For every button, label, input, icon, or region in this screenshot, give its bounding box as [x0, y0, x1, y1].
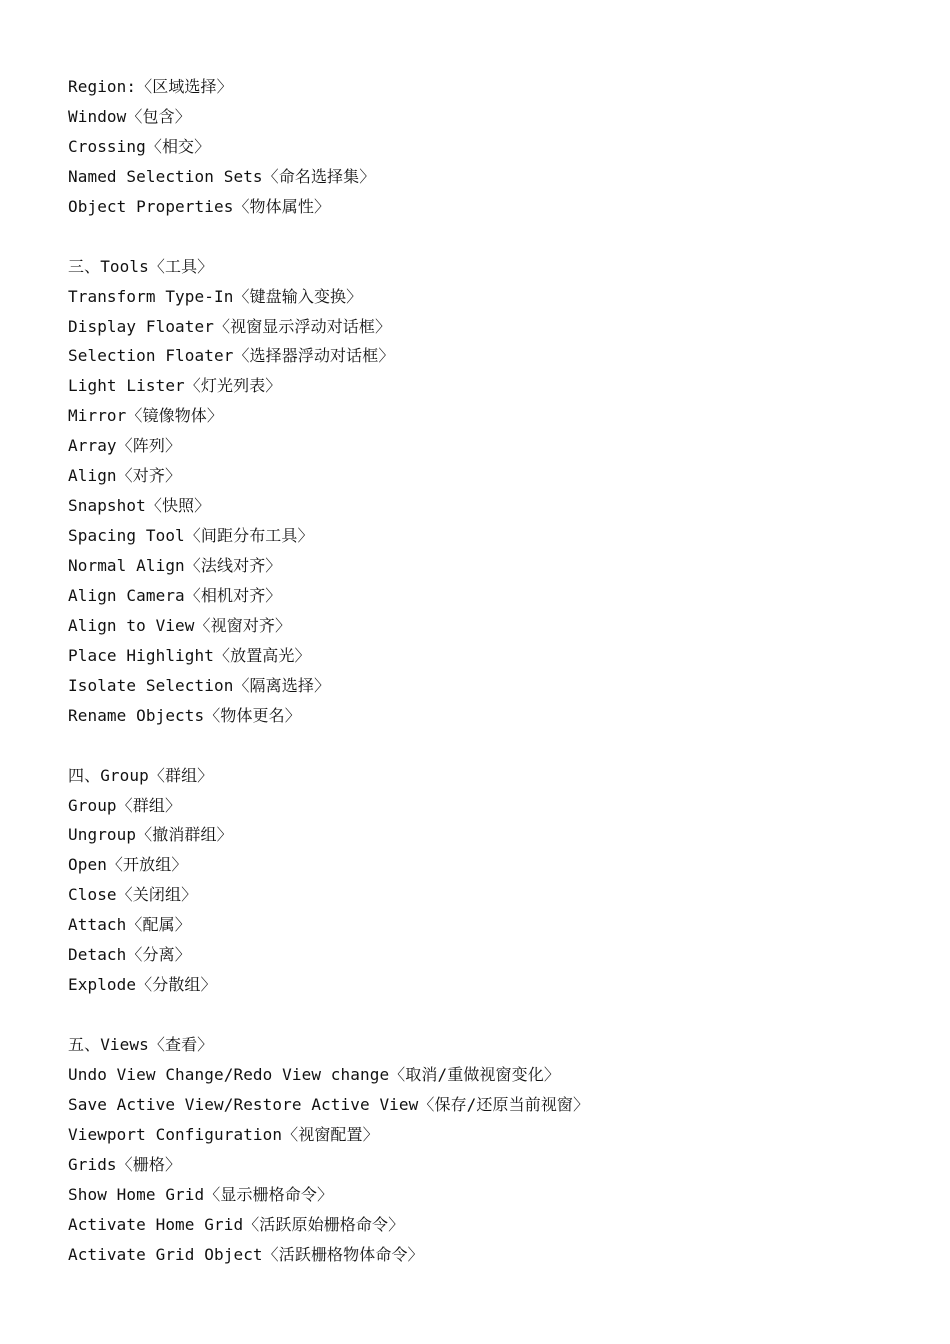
menu-line: Group〈群组〉 [68, 795, 182, 815]
menu-line: Explode〈分散组〉 [68, 975, 217, 995]
section-heading: 四、Group〈群组〉 [68, 765, 214, 785]
menu-line: Named Selection Sets〈命名选择集〉 [68, 166, 376, 186]
document-page [68, 72, 928, 1270]
spacer [68, 731, 928, 761]
menu-line: Detach〈分离〉 [68, 945, 191, 965]
menu-line: Object Properties〈物体属性〉 [68, 196, 331, 216]
spacer [68, 222, 928, 252]
menu-line: Activate Grid Object〈活跃栅格物体命令〉 [68, 1244, 424, 1264]
menu-line: Region:〈区域选择〉 [68, 77, 233, 96]
menu-line: Show Home Grid〈显示栅格命令〉 [68, 1184, 334, 1204]
menu-line: Light Lister〈灯光列表〉 [68, 376, 282, 396]
menu-line: Snapshot〈快照〉 [68, 496, 211, 516]
menu-line: Normal Align〈法线对齐〉 [68, 556, 282, 575]
menu-line: Viewport Configuration〈视窗配置〉 [68, 1124, 379, 1144]
menu-line: Align Camera〈相机对齐〉 [68, 585, 282, 605]
section-views [68, 1030, 928, 1270]
section-heading: 三、Tools〈工具〉 [68, 256, 214, 276]
menu-line: Spacing Tool〈间距分布工具〉 [68, 526, 314, 546]
menu-line: Undo View Change/Redo View change〈取消/重做视窗变化〉 [68, 1064, 560, 1084]
menu-line: Attach〈配属〉 [68, 915, 191, 935]
menu-line: Selection Floater〈选择器浮动对话框〉 [68, 346, 395, 366]
menu-line: Crossing〈相交〉 [68, 136, 211, 156]
menu-line: Close〈关闭组〉 [68, 885, 198, 905]
menu-line: Rename Objects〈物体更名〉 [68, 705, 301, 725]
section-tools [68, 252, 928, 731]
menu-line: Grids〈栅格〉 [68, 1154, 182, 1174]
section-group [68, 761, 928, 1001]
section-heading: 五、Views〈查看〉 [68, 1035, 214, 1054]
section-selection [68, 72, 928, 222]
menu-line: Place Highlight〈放置高光〉 [68, 645, 311, 665]
menu-line: Display Floater〈视窗显示浮动对话框〉 [68, 316, 392, 336]
menu-line: Ungroup〈撤消群组〉 [68, 825, 233, 845]
menu-line: Align〈对齐〉 [68, 466, 182, 486]
menu-line: Mirror〈镜像物体〉 [68, 406, 223, 426]
menu-line: Isolate Selection〈隔离选择〉 [68, 675, 331, 695]
menu-line: Open〈开放组〉 [68, 855, 188, 875]
spacer [68, 1000, 928, 1030]
menu-line: Transform Type-In〈键盘输入变换〉 [68, 286, 363, 306]
menu-line: Align to View〈视窗对齐〉 [68, 615, 292, 635]
menu-line: Window〈包含〉 [68, 106, 191, 126]
menu-line: Array〈阵列〉 [68, 436, 182, 456]
menu-line: Save Active View/Restore Active View〈保存/还原当前视窗〉 [68, 1094, 590, 1114]
menu-line: Activate Home Grid〈活跃原始栅格命令〉 [68, 1214, 405, 1234]
